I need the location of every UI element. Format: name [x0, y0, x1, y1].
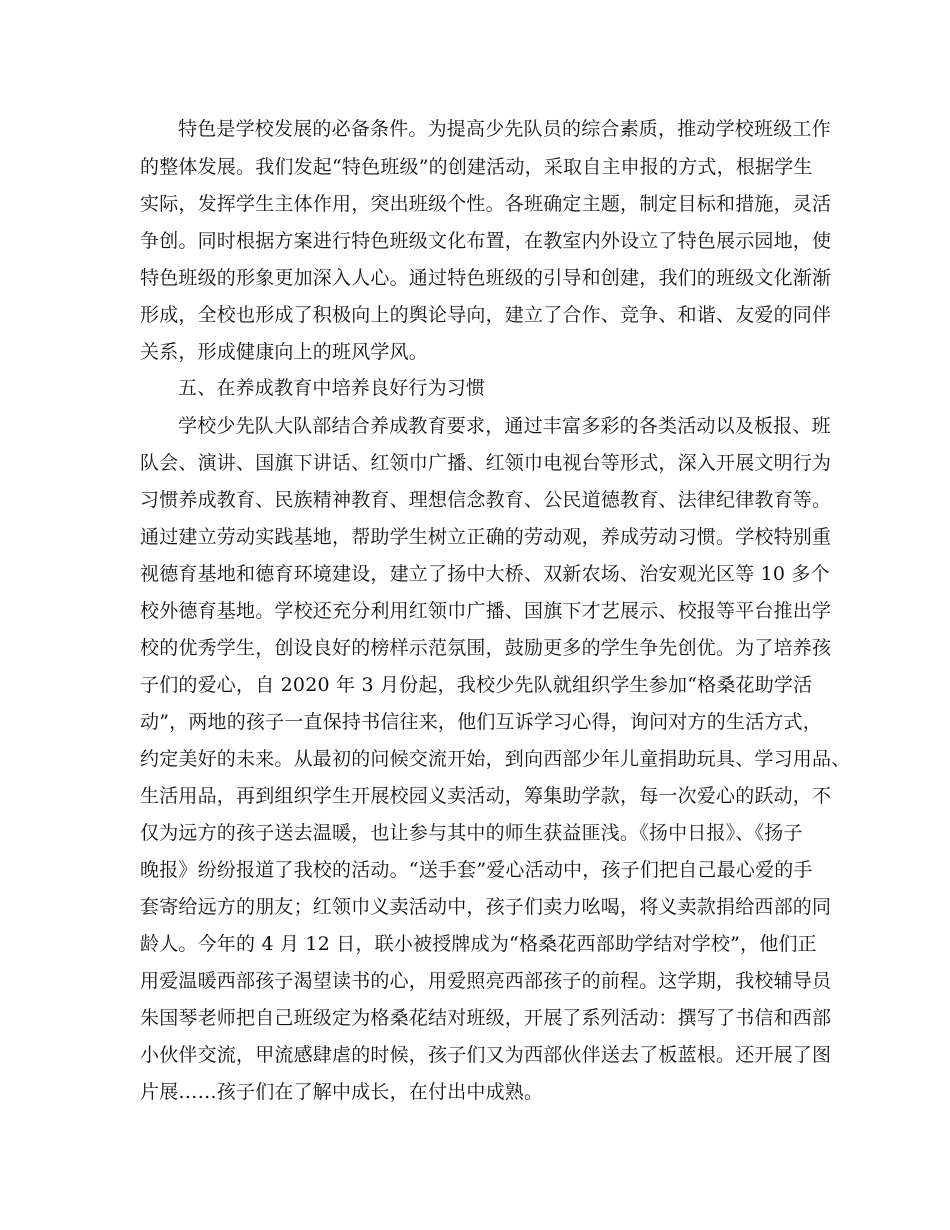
paragraph-line: 约定美好的未来。从最初的问候交流开始，到向西部少年儿童捐助玩具、学习用品、 — [140, 748, 851, 770]
paragraph-line: 片展……孩子们在了解中成长，在付出中成熟。 — [140, 1081, 544, 1103]
paragraph-line: 形成，全校也形成了积极向上的舆论导向，建立了合作、竞争、和谐、友爱的同伴 — [140, 304, 832, 326]
paragraph-line: 特色是学校发展的必备条件。为提高少先队员的综合素质，推动学校班级工作 — [178, 118, 831, 140]
section-heading: 五、在养成教育中培养良好行为习惯 — [178, 377, 486, 399]
paragraph-line: 晚报》纷纷报道了我校的活动。“送手套”爱心活动中，孩子们把自己最心爱的手 — [140, 859, 813, 881]
paragraph-line: 特色班级的形象更加深入人心。通过特色班级的引导和创建，我们的班级文化渐渐 — [140, 267, 832, 289]
paragraph-line: 实际，发挥学生主体作用，突出班级个性。各班确定主题，制定目标和措施，灵活 — [140, 193, 832, 215]
paragraph-line: 争创。同时根据方案进行特色班级文化布置，在教室内外设立了特色展示园地，使 — [140, 230, 832, 252]
paragraph-line: 子们的爱心，自 2020 年 3 月份起，我校少先队就组织学生参加“格桑花助学活 — [140, 674, 813, 696]
paragraph-line: 套寄给远方的朋友；红领巾义卖活动中，孩子们卖力吆喝，将义卖款捐给西部的同 — [140, 896, 832, 918]
paragraph-line: 校外德育基地。学校还充分利用红领巾广播、国旗下才艺展示、校报等平台推出学 — [140, 600, 832, 622]
paragraph-line: 动”，两地的孩子一直保持书信往来，他们互诉学习心得，询问对方的生活方式， — [140, 711, 822, 733]
paragraph-line: 校的优秀学生，创设良好的榜样示范氛围，鼓励更多的学生争先创优。为了培养孩 — [140, 637, 832, 659]
paragraph-line: 小伙伴交流，甲流感肆虐的时候，孩子们又为西部伙伴送去了板蓝根。还开展了图 — [140, 1044, 832, 1066]
paragraph-line: 关系，形成健康向上的班风学风。 — [140, 341, 429, 363]
paragraph-line: 龄人。今年的 4 月 12 日，联小被授牌成为“格桑花西部助学结对学校”，他们正 — [140, 933, 817, 955]
paragraph-line: 习惯养成教育、民族精神教育、理想信念教育、公民道德教育、法律纪律教育等。 — [140, 489, 832, 511]
paragraph-line: 的整体发展。我们发起“特色班级”的创建活动，采取自主申报的方式，根据学生 — [140, 156, 813, 178]
paragraph-line: 用爱温暖西部孩子渴望读书的心，用爱照亮西部孩子的前程。这学期，我校辅导员 — [140, 970, 832, 992]
paragraph-line: 视德育基地和德育环境建设，建立了扬中大桥、双新农场、治安观光区等 10 多个 — [140, 563, 830, 585]
paragraph-line: 学校少先队大队部结合养成教育要求，通过丰富多彩的各类活动以及板报、班 — [178, 415, 831, 437]
paragraph-line: 仅为远方的孩子送去温暖，也让参与其中的师生获益匪浅。《扬中日报》、《扬子 — [140, 822, 803, 844]
paragraph-line: 生活用品，再到组织学生开展校园义卖活动，筹集助学款，每一次爱心的跃动，不 — [140, 785, 832, 807]
paragraph-line: 通过建立劳动实践基地，帮助学生树立正确的劳动观，养成劳动习惯。学校特别重 — [140, 526, 832, 548]
paragraph-line: 朱国琴老师把自己班级定为格桑花结对班级，开展了系列活动：撰写了书信和西部 — [140, 1007, 832, 1029]
paragraph-line: 队会、演讲、国旗下讲话、红领巾广播、红领巾电视台等形式，深入开展文明行为 — [140, 452, 832, 474]
